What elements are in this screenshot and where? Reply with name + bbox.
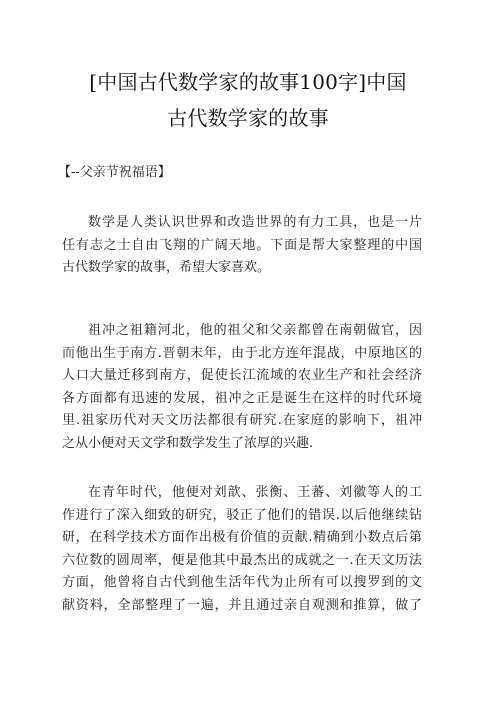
paragraph-zu-chongzhi-youth [62,482,422,617]
paragraph-intro [62,212,422,280]
paragraph-line: 方面，他曾将自古代到他生活年代为止所有可以搜罗到的文 [62,575,422,590]
category-label: 【--父亲节祝福语】 [58,165,171,180]
paragraph-line: 各方面都有迅速的发展，祖冲之正是诞生在这样的时代环境 [62,390,422,406]
paragraph-line: 之从小便对天文学和数学发生了浓厚的兴趣. [62,435,314,451]
paragraph-line: 里.祖家历代对天文历法都很有研究.在家庭的影响下，祖冲 [62,413,422,428]
paragraph-line: 数学是人类认识世界和改造世界的有力工具，也是一片 [88,215,422,230]
paragraph-line: 研，在科学技术方面作出极有价值的贡献.精确到小数点后第 [62,530,422,545]
title-line-2: 古代数学家的故事 [167,106,329,130]
paragraph-line: 而他出生于南方.晋朝末年，由于北方连年混战，中原地区的 [62,345,422,361]
paragraph-line: 任有志之士自由飞翔的广阔天地。下面是帮大家整理的中国 [62,237,422,253]
paragraph-line: 古代数学家的故事，希望大家喜欢。 [62,260,271,275]
title-line-1: [中国古代数学家的故事100字]中国 [89,70,407,94]
paragraph-line: 人口大量迁移到南方，促使长江流域的农业生产和社会经济 [62,368,422,383]
paragraph-line: 在青年时代，他便对刘歆、张衡、王蕃、刘徽等人的工 [88,485,422,500]
paragraph-zu-chongzhi-origin [62,320,422,455]
paragraph-line: 六位数的圆周率，便是他其中最杰出的成就之一.在天文历法 [62,552,422,568]
paragraph-line: 祖冲之祖籍河北，他的祖父和父亲都曾在南朝做官，因 [88,323,422,338]
document-title [40,64,456,136]
paragraph-line: 作进行了深入细致的研究，驳正了他们的错误.以后他继续钻 [62,507,422,523]
paragraph-line: 献资料，全部整理了一遍，并且通过亲自观测和推算，做了 [62,597,422,613]
